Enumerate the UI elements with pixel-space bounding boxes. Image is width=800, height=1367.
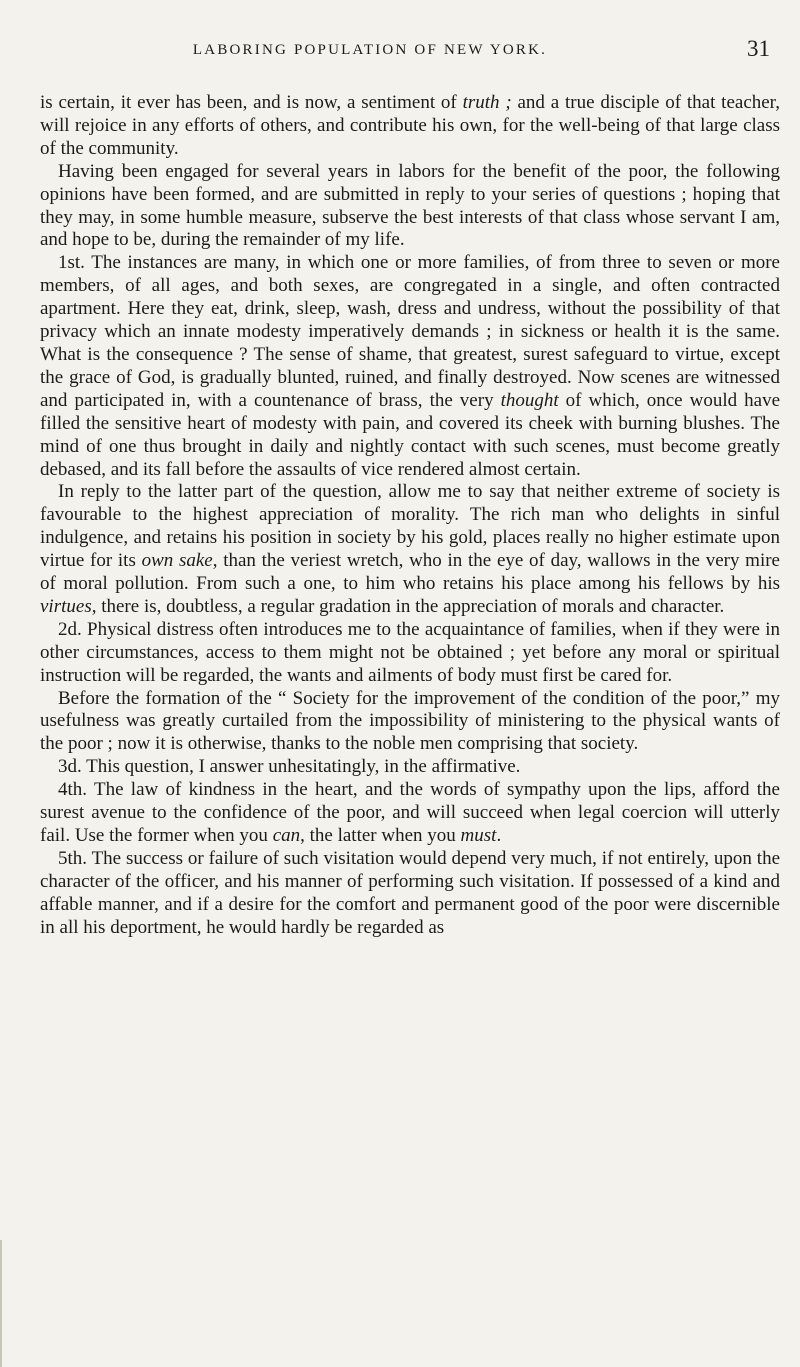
paragraph bbox=[40, 481, 780, 618]
paragraph bbox=[40, 779, 780, 848]
paragraph bbox=[40, 848, 780, 940]
text-run: , there is, doubtless, a regular gradation in the appreciation of morals and character. bbox=[91, 595, 725, 617]
text-run: of which, once would have filled the sensitive heart of modesty with pain, and covered its cheek with burning blushes. The mind of one thus brought in daily and nightly contact with such scenes, must become greatly debased, and its fall before the assaults of vice rendered almost certain. bbox=[40, 389, 780, 480]
text-run: and a true disciple of that teacher, will rejoice in any efforts of others, and contribute his own, for the well-being of that large class of the community. bbox=[40, 92, 781, 159]
italic-text: must bbox=[460, 825, 497, 846]
italic-text: own sake bbox=[141, 550, 213, 572]
paragraph bbox=[40, 252, 780, 481]
text-run: , than the veriest wretch, who in the eye of day, wallows in the very mire of moral pollution. From such a one, to him who retains his place among his fellows by his bbox=[40, 550, 780, 595]
text-run: , the latter when you bbox=[300, 825, 461, 846]
text-run: In reply to the latter part of the question, allow me to say that neither extreme of society is favourable to the highest appreciation of morality. The rich man who delights in sinful indulgence, and retains his position in society by his gold, places really no higher estimate upon virtue for its bbox=[40, 481, 780, 572]
italic-text: truth ; bbox=[462, 92, 512, 113]
text-run: 3d. This question, I answer unhesitatingly, in the affirmative. bbox=[58, 756, 521, 778]
page-edge-line bbox=[0, 1240, 2, 1367]
text-run: 5th. The success or failure of such visitation would depend very much, if not entirely, upon the character of the officer, and his manner of performing such visitation. If possessed of a kind and affable manner, and if a desire for the comfort and permanent good of the poor were discernible in all his deportment, he would hardly be regarded as bbox=[40, 847, 780, 938]
paragraph bbox=[40, 756, 780, 779]
text-run: is certain, it ever has been, and is now, a sentiment of bbox=[40, 92, 463, 113]
text-run: Before the formation of the “ Society for the improvement of the condition of the poor,” my usefulness was greatly curtailed from the impossibility of ministering to the physical wants of the poor ; now it is otherwise, thanks to the noble men comprising that society. bbox=[40, 687, 780, 755]
paragraph bbox=[40, 688, 780, 757]
running-head: LABORING POPULATION OF NEW YORK. bbox=[192, 42, 548, 58]
paragraph bbox=[40, 92, 780, 161]
text-run: . bbox=[496, 825, 502, 846]
paragraph bbox=[40, 619, 780, 688]
page-number: 31 bbox=[747, 36, 770, 61]
text-run: 2d. Physical distress often introduces me to the acquaintance of families, when if they were in other circumstances, access to them might not be obtained ; yet before any moral or spiritual instruction will be regarded, the wants and ailments of body must first be cared for. bbox=[40, 618, 780, 686]
italic-text: thought bbox=[500, 389, 559, 411]
italic-text: can bbox=[272, 825, 301, 846]
text-run: Having been engaged for several years in labors for the benefit of the poor, the following opinions have been formed, and are submitted in reply to your series of questions ; hoping that they may, in some humble measure, subserve the best interests of that class whose servant I am, and hope to be, during the remainder of my life. bbox=[40, 160, 780, 251]
body-text bbox=[40, 92, 780, 940]
text-run: 1st. The instances are many, in which one or more families, of from three to seven or more members, of all ages, and both sexes, are congregated in a single, and often contracted apartment. Here they eat, drink, sleep, wash, dress and undress, without the possibility of that privacy which an innate modesty imperatively demands ; in sickness or health it is the same. What is the consequence ? The sense of shame, that greatest, surest safeguard to virtue, except the grace of God, is gradually blunted, ruined, and finally destroyed. Now scenes are witnessed and participated in, with a countenance of brass, the very bbox=[40, 252, 780, 411]
text-run: 4th. The law of kindness in the heart, and the words of sympathy upon the lips, afford the surest avenue to the confidence of the poor, and will succeed when legal coercion will utterly fail. Use the former when you bbox=[40, 779, 780, 846]
italic-text: virtues bbox=[40, 595, 92, 617]
paragraph bbox=[40, 161, 780, 253]
